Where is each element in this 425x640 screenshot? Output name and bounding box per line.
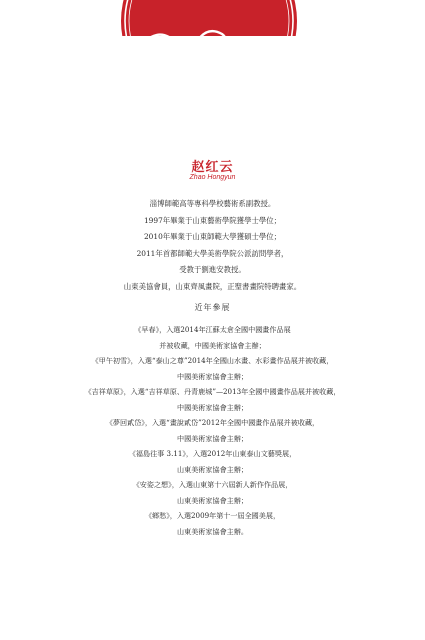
exhibition-line: 并被收藏，中國美術家協會主辦； — [159, 340, 266, 350]
bio-line: 受教于劉進安教授。 — [179, 265, 246, 274]
bio-line: 2011年首都師範大學美術學院公派訪問學者， — [136, 248, 289, 258]
artist-name: 赵红云 — [191, 160, 234, 175]
exhibition-line: 《甲午初雪》，入選“泰山之尊”2014年全國山水畫、水彩畫作品展并被收藏， — [91, 356, 334, 365]
bio-line: 山東美協會員，山東齊風畫院，正聖書畫院特聘畫家。 — [123, 281, 302, 291]
exhibition-line: 山東美術家協會主辦； — [177, 464, 248, 474]
exhibitions-list — [0, 322, 425, 539]
exhibitions-heading: 近年參展 — [194, 303, 231, 312]
exhibition-line: 山東美術家協會主辦。 — [177, 526, 248, 536]
bio-line: 2010年畢業于山東師範大學獲碩士學位； — [143, 232, 282, 241]
red-circular-cloud-pattern-icon — [118, 0, 300, 36]
exhibition-line: 《福島往事 3.11》，入選2012年山東泰山文藝獎展， — [128, 449, 297, 458]
exhibition-line: 《鄉愁》，入選2009年第十一屆全國美展， — [144, 511, 281, 520]
artist-name-english: Zhao Hongyun — [189, 174, 236, 181]
biography — [0, 196, 425, 295]
exhibition-line: 中國美術家協會主辦； — [177, 371, 248, 381]
exhibition-line: 中國美術家協會主辦； — [177, 402, 248, 412]
bio-line: 1997年畢業于山東藝術學院獲學士學位； — [143, 215, 282, 225]
bio-line: 淄博師範高等專科學校藝術系副教授。 — [149, 199, 276, 208]
exhibition-line: 《夢回貳岱》，入選“畫說貳岱”2012年全國中國畫作品展并被收藏， — [105, 418, 320, 427]
exhibition-line: 《安姿之想》，入選山東第十六屆新人新作作品展， — [132, 480, 293, 489]
exhibition-line: 《早春》，入選2014年江蘇太倉全國中國畫作品展 — [134, 325, 291, 334]
exhibition-line: 山東美術家協會主辦； — [177, 495, 248, 505]
exhibition-line: 中國美術家協會主辦； — [177, 433, 248, 443]
exhibition-line: 《吉祥草原》，入選“吉祥草原、丹青鹿城”—2013年全國中國畫作品展并被收藏， — [84, 387, 341, 396]
